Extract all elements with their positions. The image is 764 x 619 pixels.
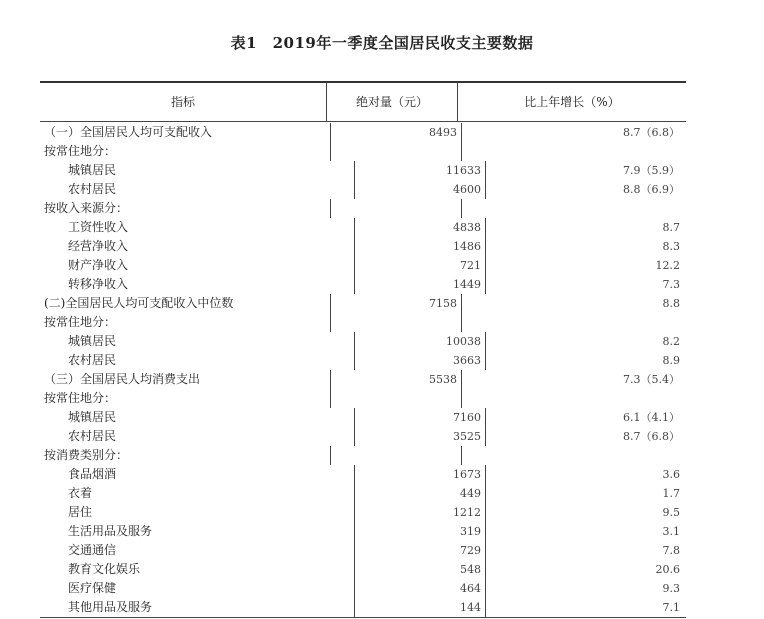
table-row <box>40 522 686 541</box>
row-absolute-value <box>331 313 462 332</box>
table-row <box>40 218 686 237</box>
row-label: 按常住地分： <box>40 389 331 408</box>
row-absolute-value: 3663 <box>355 351 486 370</box>
row-absolute-value: 548 <box>355 560 486 579</box>
row-growth-value <box>462 199 686 218</box>
row-growth-value <box>462 389 686 408</box>
row-absolute-value <box>331 446 462 465</box>
table-row <box>40 579 686 598</box>
header-absolute-amount: 绝对量（元） <box>327 83 458 121</box>
row-label: 其他用品及服务 <box>40 598 355 617</box>
row-absolute-value: 729 <box>355 541 486 560</box>
row-growth-value: 12.2 <box>655 259 680 272</box>
row-absolute-value: 11633 <box>355 161 486 180</box>
row-growth-value <box>462 142 686 161</box>
table-row <box>40 408 686 427</box>
table-row <box>40 161 686 180</box>
row-label: (二)全国居民人均可支配收入中位数 <box>40 294 331 313</box>
table-row <box>40 560 686 579</box>
row-absolute-value: 1449 <box>355 275 486 294</box>
row-label: 财产净收入 <box>40 256 355 275</box>
row-growth-value <box>462 313 686 332</box>
row-growth-value: 3.1 <box>662 525 680 538</box>
row-absolute-value: 3525 <box>355 427 486 446</box>
row-growth-value: 20.6 <box>655 563 680 576</box>
row-label: 生活用品及服务 <box>40 522 355 541</box>
row-label: 按收入来源分： <box>40 199 331 218</box>
row-growth-value: 8.8（6.9） <box>623 183 680 196</box>
row-absolute-value: 8493 <box>331 123 462 142</box>
row-label: （三）全国居民人均消费支出 <box>40 370 331 389</box>
row-growth-value: 7.9（5.9） <box>623 164 680 177</box>
row-label: 衣着 <box>40 484 355 503</box>
row-label: 按常住地分： <box>40 313 331 332</box>
table-row <box>40 484 686 503</box>
row-absolute-value: 721 <box>355 256 486 275</box>
row-absolute-value: 4838 <box>355 218 486 237</box>
table-row <box>40 446 686 465</box>
table-row <box>40 465 686 484</box>
row-absolute-value: 4600 <box>355 180 486 199</box>
row-growth-value: 8.2 <box>662 335 680 348</box>
row-absolute-value: 144 <box>355 598 486 617</box>
row-label: 农村居民 <box>40 180 355 199</box>
row-absolute-value: 7158 <box>331 294 462 313</box>
header-growth: 比上年增长（%） <box>524 95 620 109</box>
table-row <box>40 142 686 161</box>
row-label: 居住 <box>40 503 355 522</box>
table-row <box>40 180 686 199</box>
table-row <box>40 370 686 389</box>
row-label: 经营净收入 <box>40 237 355 256</box>
row-absolute-value: 1486 <box>355 237 486 256</box>
row-growth-value: 1.7 <box>662 487 680 500</box>
row-label: 交通通信 <box>40 541 355 560</box>
table-row <box>40 503 686 522</box>
table-row <box>40 332 686 351</box>
header-indicator: 指标 <box>40 83 327 121</box>
row-absolute-value: 1673 <box>355 465 486 484</box>
row-growth-value: 7.3（5.4） <box>623 373 680 386</box>
row-growth-value: 9.3 <box>662 582 680 595</box>
row-growth-value: 8.7 <box>662 221 680 234</box>
row-absolute-value: 464 <box>355 579 486 598</box>
row-label: 城镇居民 <box>40 161 355 180</box>
row-absolute-value: 7160 <box>355 408 486 427</box>
row-growth-value: 8.7（6.8） <box>623 126 680 139</box>
row-label: 城镇居民 <box>40 408 355 427</box>
row-growth-value: 8.3 <box>662 240 680 253</box>
row-absolute-value <box>331 389 462 408</box>
row-absolute-value: 449 <box>355 484 486 503</box>
row-label: 按常住地分： <box>40 142 331 161</box>
row-label: 食品烟酒 <box>40 465 355 484</box>
row-label: 医疗保健 <box>40 579 355 598</box>
table-row <box>40 122 686 142</box>
row-label: 按消费类别分： <box>40 446 331 465</box>
table-row <box>40 541 686 560</box>
table-row <box>40 199 686 218</box>
row-growth-value <box>462 446 686 465</box>
row-growth-value: 3.6 <box>662 468 680 481</box>
row-growth-value: 7.3 <box>662 278 680 291</box>
table-row <box>40 237 686 256</box>
row-growth-value: 8.8 <box>662 297 680 310</box>
row-absolute-value <box>331 199 462 218</box>
table-header <box>40 83 686 122</box>
row-growth-value: 8.7（6.8） <box>623 430 680 443</box>
row-absolute-value: 1212 <box>355 503 486 522</box>
row-label: 城镇居民 <box>40 332 355 351</box>
row-absolute-value <box>331 142 462 161</box>
row-growth-value: 7.8 <box>662 544 680 557</box>
row-absolute-value: 319 <box>355 522 486 541</box>
table-row <box>40 294 686 313</box>
table-row <box>40 256 686 275</box>
row-growth-value: 7.1 <box>662 601 680 614</box>
row-label: 农村居民 <box>40 427 355 446</box>
row-absolute-value: 10038 <box>355 332 486 351</box>
table-body <box>40 122 686 618</box>
row-label: 转移净收入 <box>40 275 355 294</box>
row-growth-value: 8.9 <box>662 354 680 367</box>
table-row <box>40 427 686 446</box>
table-row <box>40 313 686 332</box>
table-row <box>40 389 686 408</box>
row-label: （一）全国居民人均可支配收入 <box>40 123 331 142</box>
table-row <box>40 351 686 370</box>
row-absolute-value: 5538 <box>331 370 462 389</box>
table-title: 表1 2019年一季度全国居民收支主要数据 <box>230 34 534 52</box>
data-table <box>40 81 686 618</box>
row-label: 教育文化娱乐 <box>40 560 355 579</box>
row-label: 工资性收入 <box>40 218 355 237</box>
table-row <box>40 275 686 294</box>
table-row <box>40 598 686 618</box>
row-growth-value: 9.5 <box>662 506 680 519</box>
row-label: 农村居民 <box>40 351 355 370</box>
row-growth-value: 6.1（4.1） <box>623 411 680 424</box>
